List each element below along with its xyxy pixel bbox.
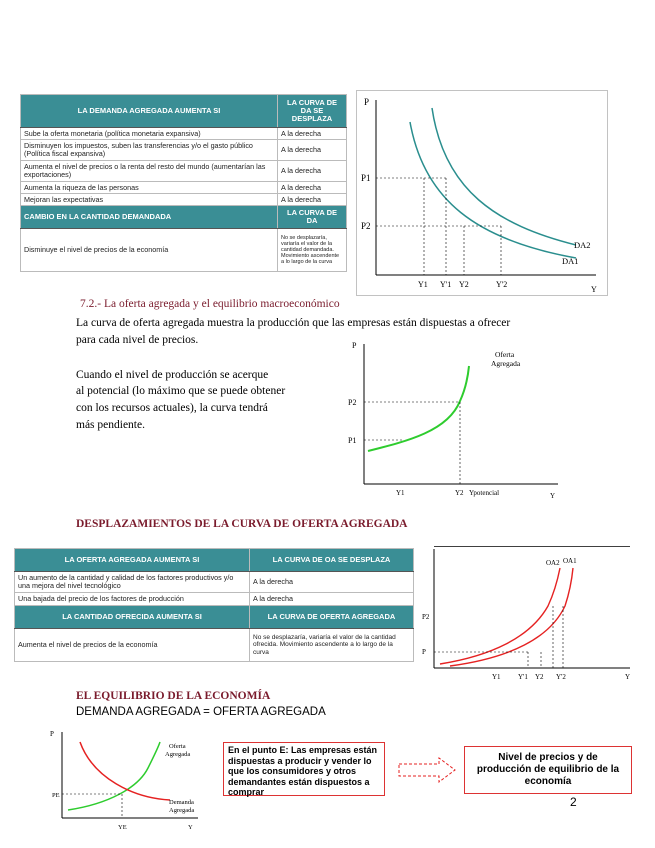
section-72-line2: para cada nivel de precios.: [76, 334, 199, 346]
equilibrium-result-box: [464, 746, 632, 794]
oa1-curve: [440, 568, 560, 664]
g4-y-label: Y: [188, 824, 193, 831]
table2-header2-right: LA CURVA DE OFERTA AGREGADA: [250, 606, 414, 629]
g3-oa2-label: OA2: [546, 559, 560, 567]
table1-effect: A la derecha: [278, 140, 347, 161]
table1-cause: Sube la oferta monetaria (política monetaria expansiva): [21, 128, 278, 140]
g1-da2-label: DA2: [574, 240, 591, 250]
eq-supply-curve: [68, 742, 160, 810]
supply-shift-graph: [420, 546, 640, 686]
table2-effect: A la derecha: [250, 572, 414, 593]
g4-oferta1-label: Oferta: [169, 743, 186, 750]
g1-p2-label: P2: [361, 221, 371, 231]
table1-header2-right: LA CURVA DE DA: [278, 206, 347, 229]
table2-header2-left: LA CANTIDAD OFRECIDA AUMENTA SI: [15, 606, 250, 629]
g4-demanda2-label: Agregada: [169, 807, 195, 814]
supply-graph: [338, 336, 570, 506]
g2-p2-label: P2: [348, 398, 357, 407]
g2-p-label: P: [352, 341, 357, 350]
section-72-p2-line3: con los recursos actuales), la curva tendrá: [76, 402, 268, 414]
g1-y2p-label: Y'2: [496, 280, 508, 289]
table1-cause: Aumenta la riqueza de las personas: [21, 182, 278, 194]
equilibrium-explanation-box: [223, 742, 385, 796]
g1-y1-label: Y1: [418, 280, 428, 289]
g1-da1-label: DA1: [562, 256, 579, 266]
g4-pe-label: PE: [52, 792, 60, 799]
section-72-p2-line4: más pendiente.: [76, 419, 145, 431]
oa2-curve: [450, 568, 573, 666]
g4-p-label: P: [50, 730, 54, 738]
table1-cause: Mejoran las expectativas: [21, 194, 278, 206]
table2-effect: No se desplazaría, variaría el valor de la cantidad ofrecida. Movimiento ascendente a lo largo de la curva: [250, 629, 414, 662]
supply-shift-table: [14, 548, 414, 662]
g3-y-label: Y: [625, 673, 631, 681]
g1-y2-label: Y2: [459, 280, 469, 289]
demand-shift-table: [20, 94, 347, 272]
section-72-line1: La curva de oferta agregada muestra la producción que las empresas están dispuestas a ofrecer: [76, 317, 511, 329]
table2-cause: Aumenta el nivel de precios de la economía: [15, 629, 250, 662]
g2-y-label: Y: [550, 492, 556, 500]
equilibrium-graph: [38, 728, 214, 836]
g2-y2-label: Y2: [455, 489, 464, 497]
g4-demanda1-label: Demanda: [169, 799, 194, 806]
g1-p-label: P: [364, 97, 370, 107]
section-72-title: 7.2.- La oferta agregada y el equilibrio macroeconómico: [80, 298, 340, 310]
g1-p1-label: P1: [361, 173, 371, 183]
table1-cause: Aumenta el nivel de precios o la renta del resto del mundo (aumentarían las exportaciones): [21, 161, 278, 182]
g3-p2-label: P2: [422, 613, 430, 621]
page-number: 2: [570, 795, 577, 809]
section-72-p2-line1: Cuando el nivel de producción se acerque: [76, 369, 269, 381]
table1-effect: A la derecha: [278, 161, 347, 182]
section-eq-title: EL EQUILIBRIO DE LA ECONOMÍA: [76, 690, 271, 702]
table2-cause: Un aumento de la cantidad y calidad de los factores productivos y/o una mejora del nivel tecnológico: [15, 572, 250, 593]
section-eq-subtitle: DEMANDA AGREGADA = OFERTA AGREGADA: [76, 706, 326, 718]
da2-curve: [432, 108, 576, 245]
g1-y1p-label: Y'1: [440, 280, 452, 289]
g2-ypot-label: Ypotencial: [469, 489, 500, 497]
table2-cause: Una bajada del precio de los factores de producción: [15, 593, 250, 606]
g4-oferta2-label: Agregada: [165, 751, 191, 758]
g2-agregada-label: Agregada: [491, 359, 521, 368]
table2-header-left: LA OFERTA AGREGADA AUMENTA SI: [15, 549, 250, 572]
g4-ye-label: YE: [118, 824, 127, 831]
table1-effect: A la derecha: [278, 194, 347, 206]
oa-curve: [368, 366, 469, 451]
table1-effect: A la derecha: [278, 128, 347, 140]
table1-header-right: LA CURVA DE DA SE DESPLAZA: [278, 95, 347, 128]
g2-y1-label: Y1: [396, 489, 405, 497]
equilibrium-result-text: Nivel de precios y de producción de equilibrio de la economía: [476, 752, 620, 787]
section-72-p2-line2: al potencial (lo máximo que se puede obtener: [76, 385, 286, 397]
equilibrium-explanation-text: En el punto E: Las empresas están dispuestas a producir y vender lo que los consumidores y otros demandantes están dispuestos a comprar: [228, 745, 378, 797]
section-desp-title: DESPLAZAMIENTOS DE LA CURVA DE OFERTA AGREGADA: [76, 518, 408, 530]
arrow-icon: [397, 756, 459, 784]
table2-effect: A la derecha: [250, 593, 414, 606]
g3-y1p-label: Y'1: [518, 673, 528, 681]
g3-y1-label: Y1: [492, 673, 501, 681]
g3-y2p-label: Y'2: [556, 673, 566, 681]
g2-p1-label: P1: [348, 436, 357, 445]
g3-oa1-label: OA1: [563, 557, 577, 565]
table2-header-right: LA CURVA DE OA SE DESPLAZA: [250, 549, 414, 572]
table1-header-left: LA DEMANDA AGREGADA AUMENTA SI: [21, 95, 278, 128]
table1-effect: A la derecha: [278, 182, 347, 194]
demand-shift-graph: [356, 90, 608, 296]
table1-cause: Disminuyen los impuestos, suben las transferencias y/o el gasto público (Política fiscal expansiva): [21, 140, 278, 161]
table1-header2-left: CAMBIO EN LA CANTIDAD DEMANDADA: [21, 206, 278, 229]
g3-y2-label: Y2: [535, 673, 544, 681]
g3-p-label: P: [422, 648, 426, 656]
table1-effect: No se desplazaría, variaría el valor de la cantidad demandada. Movimiento ascendente a lo largo de la curva: [278, 229, 347, 272]
g1-y-label: Y: [591, 285, 597, 294]
g2-oferta-label: Oferta: [495, 350, 515, 359]
table1-cause: Disminuye el nivel de precios de la economía: [21, 229, 278, 272]
